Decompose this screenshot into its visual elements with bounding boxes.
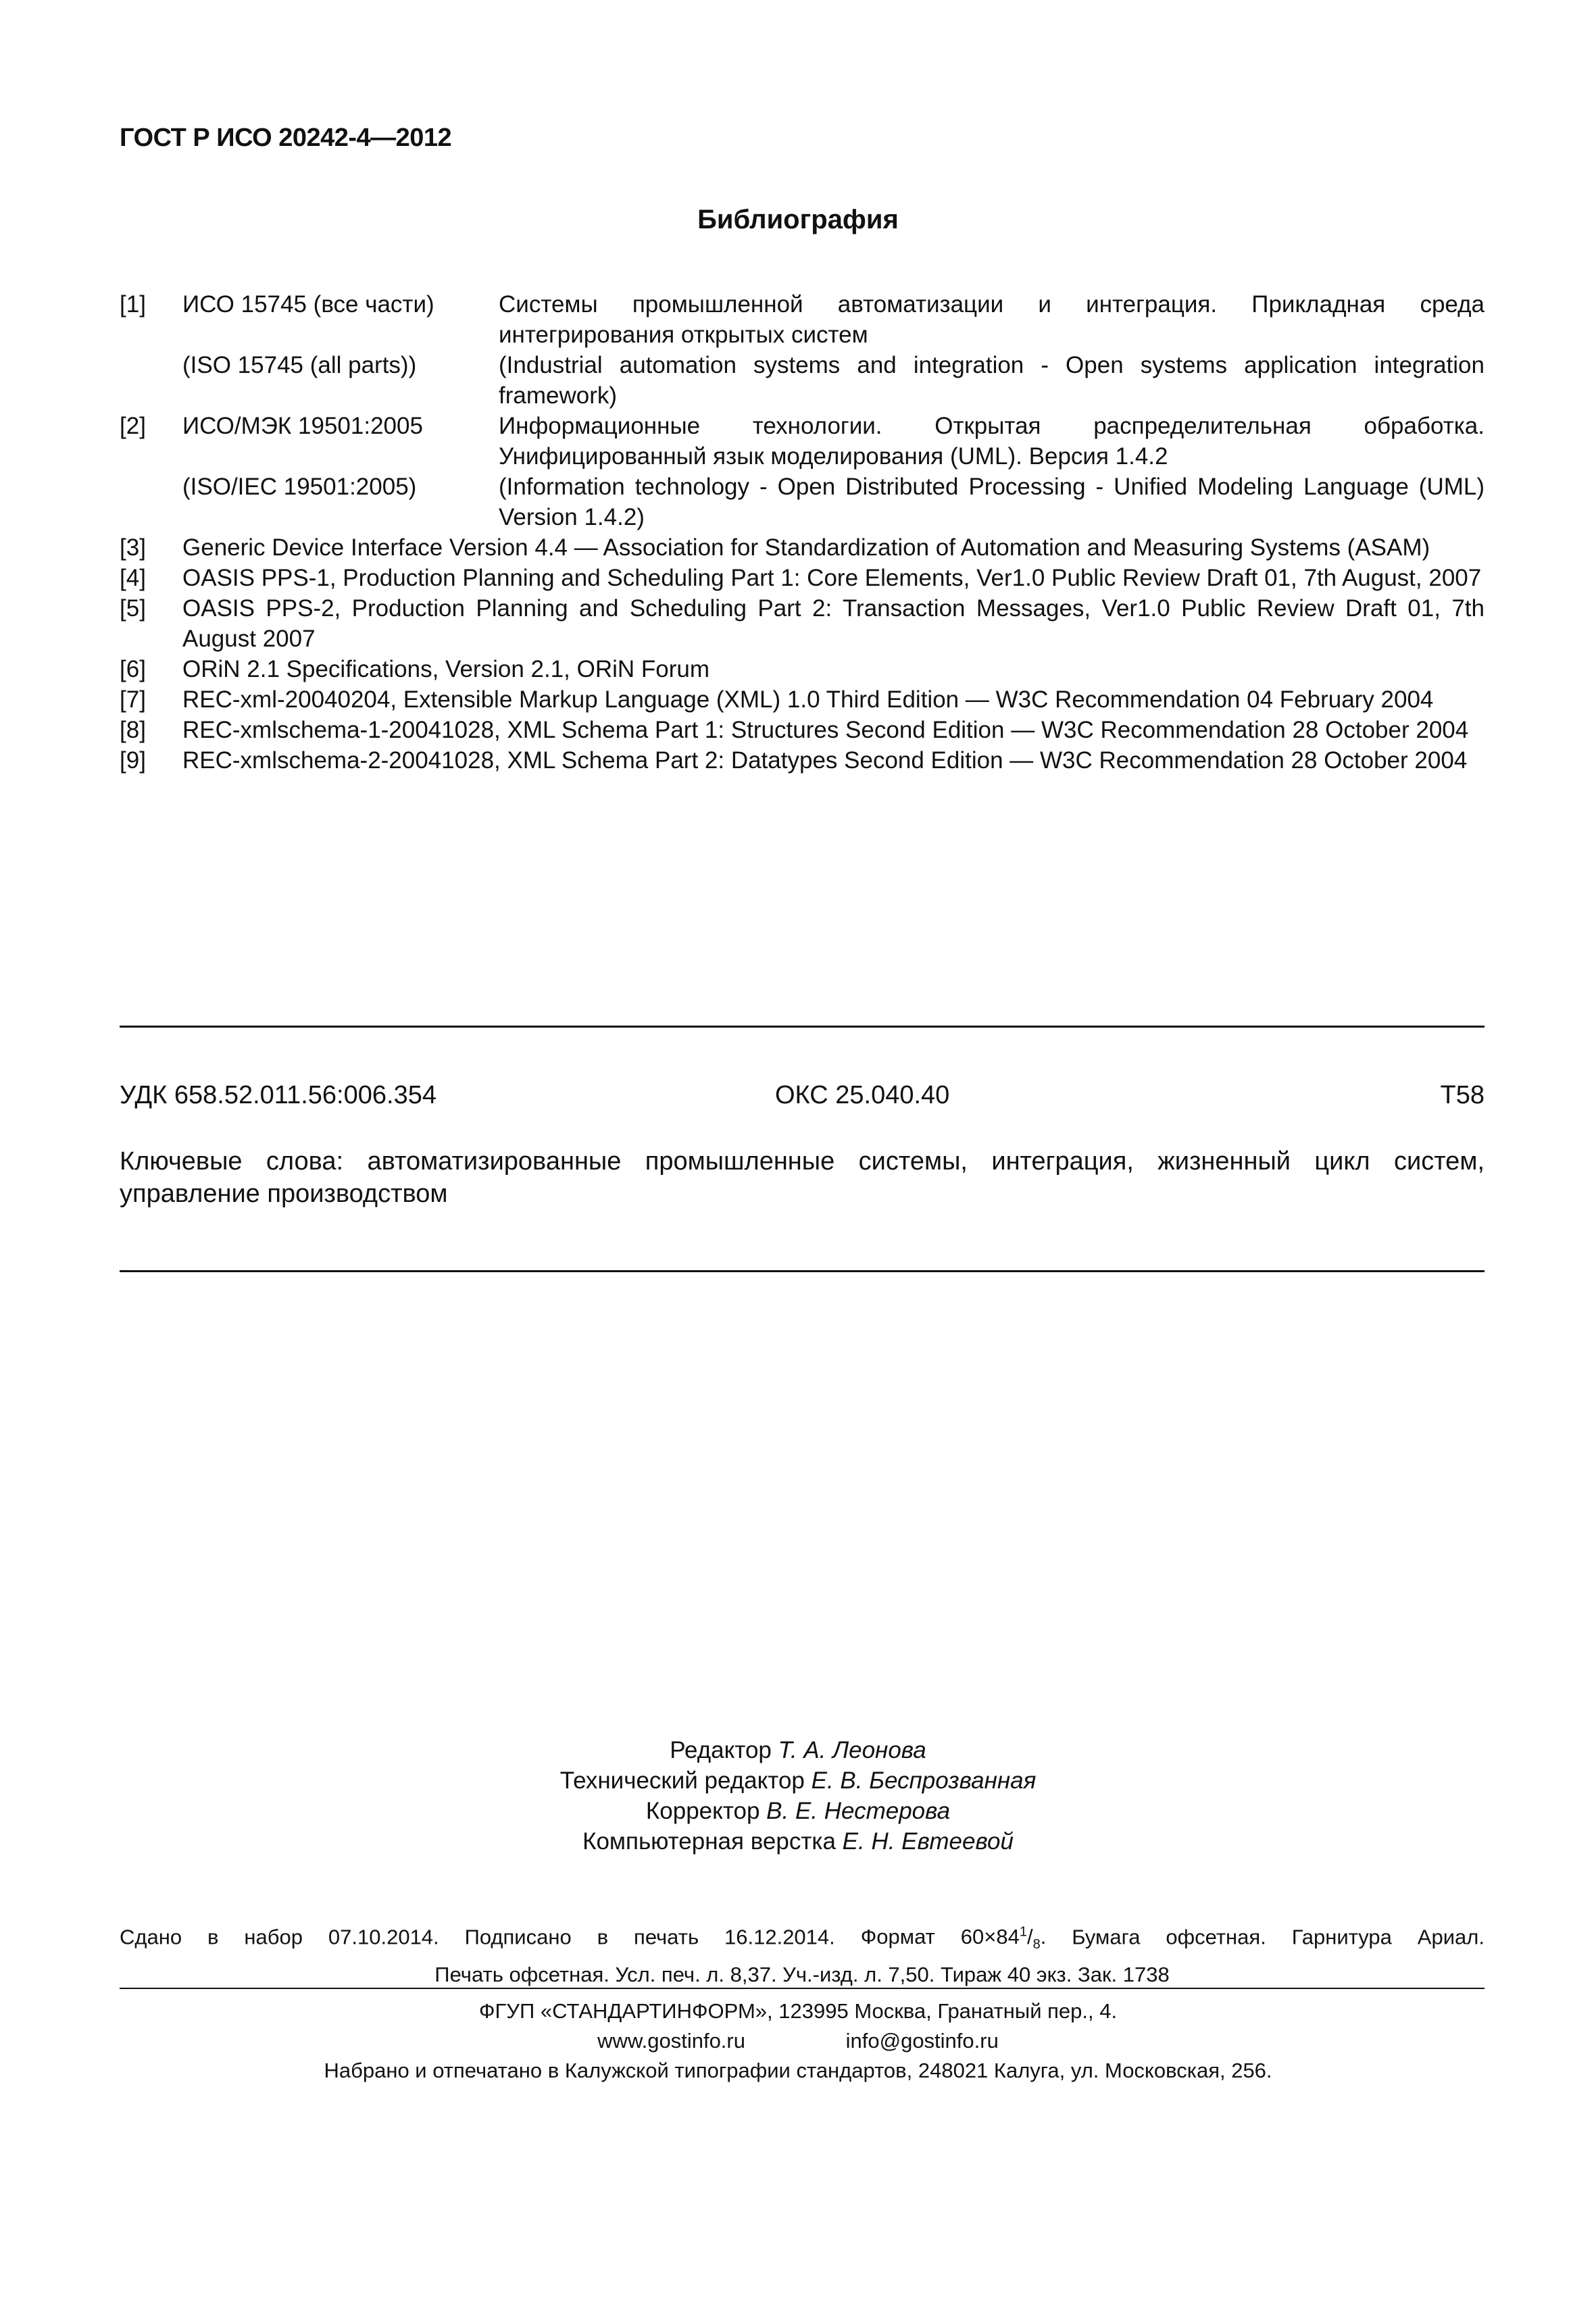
bib-title: REC-xml-20040204, Extensible Markup Language (XML) 1.0 Third Edition — W3C Recommendation 04 February 2004 <box>182 686 1434 713</box>
bib-number: [1] <box>120 291 146 318</box>
bib-title: REC-xmlschema-1-20041028, XML Schema Part 1: Structures Second Edition — W3C Recommendation 28 October 2004 <box>182 717 1469 743</box>
bib-title: (Information technology - Open Distributed Processing - Unified Modeling Language (UML) Version 1.4.2) <box>499 474 1485 530</box>
staff-name: Т. А. Леонова <box>778 1737 926 1763</box>
standard-code: ГОСТ Р ИСО 20242-4—2012 <box>120 124 452 152</box>
staff-credits <box>0 1735 1596 1857</box>
publisher-website[interactable]: www.gostinfo.ru <box>597 2029 745 2053</box>
format-numerator: 1 <box>1019 1925 1027 1940</box>
format-prefix: Формат 60×84 <box>860 1925 1020 1949</box>
bib-entry-9 <box>120 745 1485 776</box>
publisher-info <box>0 1996 1596 2086</box>
paper-type: Бумага офсетная. <box>1072 1925 1266 1949</box>
bib-number <box>120 350 182 411</box>
staff-name: Е. В. Беспрозванная <box>811 1767 1037 1794</box>
bib-number: [4] <box>120 565 146 591</box>
bib-title: REC-xmlschema-2-20041028, XML Schema Part 2: Datatypes Second Edition — W3C Recommendation 28 October 2004 <box>182 747 1468 774</box>
bib-entry-8 <box>120 715 1485 745</box>
bib-entry-6 <box>120 654 1485 684</box>
classification-row <box>120 1081 1485 1115</box>
staff-role: Компьютерная верстка <box>582 1828 836 1855</box>
staff-line <box>0 1796 1596 1826</box>
bib-reference: ИСО/МЭК 19501:2005 <box>182 413 423 439</box>
staff-line <box>0 1765 1596 1796</box>
signed-date: Подписано в печать 16.12.2014. <box>464 1925 835 1949</box>
publisher-email[interactable]: info@gostinfo.ru <box>845 2029 999 2053</box>
bib-title: OASIS PPS-2, Production Planning and Scheduling Part 2: Transaction Messages, Ver1.0 Public Review Draft 01, 7th August 2007 <box>182 595 1485 652</box>
oks-code: ОКС 25.040.40 <box>775 1081 950 1109</box>
bibliography-list <box>120 289 1485 776</box>
staff-line <box>0 1735 1596 1765</box>
staff-role: Корректор <box>645 1798 760 1824</box>
keywords: Ключевые слова: автоматизированные промышленные системы, интеграция, жизненный цикл систем, управление производством <box>120 1147 1485 1208</box>
print-info-line-2: Печать офсетная. Усл. печ. л. 8,37. Уч.-изд. л. 7,50. Тираж 40 экз. Зак. 1738 <box>434 1962 1170 1986</box>
staff-name: Е. Н. Евтеевой <box>842 1828 1014 1855</box>
bib-title: OASIS PPS-1, Production Planning and Scheduling Part 1: Core Elements, Ver1.0 Public Review Draft 01, 7th August, 2007 <box>182 565 1482 591</box>
bib-title: Системы промышленной автоматизации и интеграция. Прикладная среда интегрирования открытых систем <box>499 291 1485 348</box>
format-denominator: 8 <box>1032 1937 1041 1953</box>
staff-name: В. Е. Нестерова <box>766 1798 951 1824</box>
bib-entry-2 <box>120 411 1485 472</box>
divider-middle <box>120 1270 1485 1272</box>
bib-entry-5 <box>120 593 1485 654</box>
typeface: Гарнитура Ариал. <box>1291 1925 1485 1949</box>
print-info-line-1 <box>120 1917 1485 1960</box>
bib-reference: (ISO/IEC 19501:2005) <box>182 474 417 500</box>
bib-title: (Industrial automation systems and integration - Open systems application integration framework) <box>499 352 1485 409</box>
bib-number: [6] <box>120 656 146 682</box>
bib-number: [7] <box>120 686 146 713</box>
bib-number: [9] <box>120 747 146 774</box>
staff-role: Редактор <box>670 1737 772 1763</box>
udk-code: УДК 658.52.011.56:006.354 <box>120 1081 437 1109</box>
print-info <box>120 1917 1485 1990</box>
bib-entry-7 <box>120 684 1485 715</box>
bib-number: [2] <box>120 413 146 439</box>
divider-top <box>120 1026 1485 1028</box>
bib-entry-1-en <box>120 350 1485 411</box>
bib-title: Generic Device Interface Version 4.4 — Association for Standardization of Automation and Measuring Systems (ASAM) <box>182 534 1430 561</box>
bib-reference: (ISO 15745 (all parts)) <box>182 352 417 378</box>
bib-number: [5] <box>120 595 146 622</box>
bib-title: ORiN 2.1 Specifications, Version 2.1, ORiN Forum <box>182 656 710 682</box>
bib-entry-2-en <box>120 472 1485 532</box>
bib-entry-4 <box>120 563 1485 593</box>
printing-house: Набрано и отпечатано в Калужской типографии стандартов, 248021 Калуга, ул. Московская, 256. <box>324 2059 1272 2082</box>
publisher-contacts <box>0 2026 1596 2056</box>
bib-reference: ИСО 15745 (все части) <box>182 291 434 318</box>
bib-number: [8] <box>120 717 146 743</box>
bib-entry-3 <box>120 532 1485 563</box>
publisher-name: ФГУП «СТАНДАРТИНФОРМ», 123995 Москва, Гранатный пер., 4. <box>478 1999 1118 2023</box>
category-code: Т58 <box>1440 1081 1485 1109</box>
bib-entry-1 <box>120 289 1485 350</box>
bib-number <box>120 472 182 532</box>
bib-title: Информационные технологии. Открытая распределительная обработка. Унифицированный язык моделирования (UML). Версия 1.4.2 <box>499 413 1485 470</box>
staff-line <box>0 1826 1596 1857</box>
staff-role: Технический редактор <box>559 1767 805 1794</box>
print-format: Формат $60\times 84^1/_8$. <box>860 1925 1047 1953</box>
submitted-date: Сдано в набор 07.10.2014. <box>120 1925 439 1949</box>
bib-number: [3] <box>120 534 146 561</box>
section-title: Библиография <box>697 205 899 234</box>
divider-bottom <box>120 1988 1485 1989</box>
